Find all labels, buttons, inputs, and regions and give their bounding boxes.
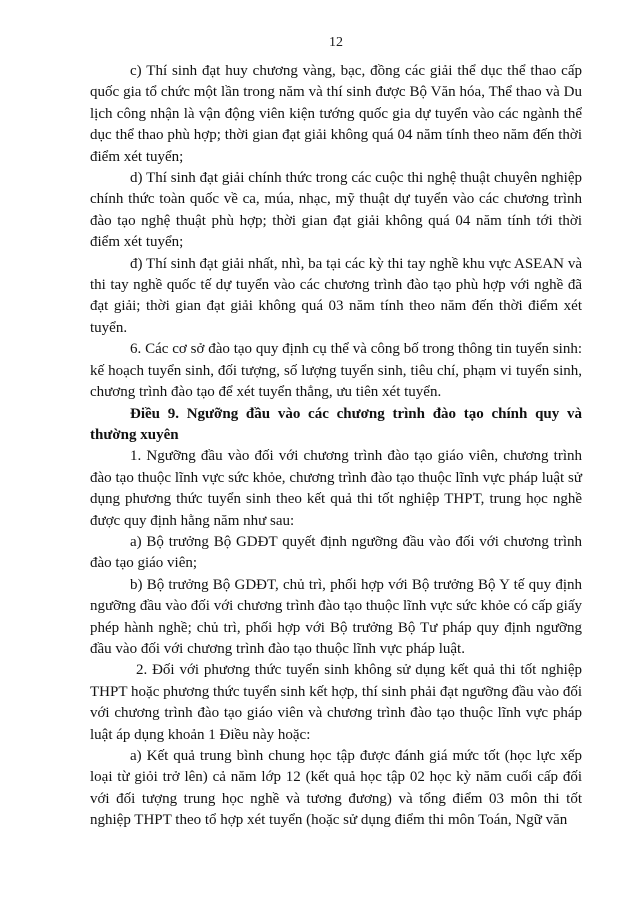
page-number: 12: [329, 35, 343, 50]
paragraph-clause-1-item-a: a) Bộ trưởng Bộ GDĐT quyết định ngưỡng đầu vào đối với chương trình đào tạo giáo viên;: [90, 533, 582, 572]
paragraph-clause-1: 1. Ngưỡng đầu vào đối với chương trình đào tạo giáo viên, chương trình đào tạo thuộc lĩnh vực sức khỏe, chương trình đào tạo thuộc lĩnh vực pháp luật sử dụng phương thức tuyển sinh theo kết quả thi tốt nghiệp THPT, trung học nghề được quy định hằng năm như sau:: [90, 448, 582, 529]
document-body: [90, 61, 582, 832]
paragraph-item-c: c) Thí sinh đạt huy chương vàng, bạc, đồng các giải thể dục thể thao cấp quốc gia tổ chức một lần trong năm và thí sinh được Bộ Văn hóa, Thể thao và Du lịch công nhận là vận động viên kiện tướng quốc gia dự tuyển vào các ngành thể dục thể thao phù hợp; thời gian đạt giải không quá 04 năm tính theo năm đến thời điểm xét tuyển;: [90, 63, 582, 165]
article-9-heading: Điều 9. Ngưỡng đầu vào các chương trình đào tạo chính quy và thường xuyên: [90, 405, 582, 443]
paragraph-clause-2: 2. Đối với phương thức tuyển sinh không sử dụng kết quả thi tốt nghiệp THPT hoặc phương thức tuyển sinh kết hợp, thí sinh phải đạt ngưỡng đầu vào đối với chương trình đào tạo giáo viên và chương trình đào tạo thuộc lĩnh vực pháp luật áp dụng khoản 1 Điều này hoặc:: [90, 662, 582, 743]
page-header: [90, 34, 582, 52]
paragraph-item-dd: đ) Thí sinh đạt giải nhất, nhì, ba tại các kỳ thi tay nghề khu vực ASEAN và thi tay nghề quốc tế dự tuyển vào các chương trình đào tạo phù hợp với nghề đã đạt giải; thời gian đạt giải không quá 03 năm tính theo năm đến thời điểm xét tuyển.: [90, 255, 582, 336]
paragraph-clause-2-item-a: a) Kết quả trung bình chung học tập được đánh giá mức tốt (học lực xếp loại từ giỏi trở lên) cả năm lớp 12 (kết quả học tập 02 học kỳ năm cuối cấp đối với đối tượng trung học nghề và tương đương) và tổng điểm 03 môn thi tốt nghiệp THPT theo tổ hợp xét tuyển (hoặc sử dụng điểm thi môn Toán, Ngữ văn: [90, 748, 582, 829]
paragraph-item-d: d) Thí sinh đạt giải chính thức trong các cuộc thi nghệ thuật chuyên nghiệp chính thức toàn quốc về ca, múa, nhạc, mỹ thuật dự tuyển vào các chương trình đào tạo nghệ thuật phù hợp; thời gian đạt giải không quá 04 năm tính tới thời điểm xét tuyển;: [90, 170, 582, 251]
paragraph-clause-6: 6. Các cơ sở đào tạo quy định cụ thể và công bố trong thông tin tuyển sinh: kế hoạch tuyển sinh, đối tượng, số lượng tuyển sinh, tiêu chí, phạm vi tuyển sinh, chương trình đào tạo để xét tuyển thẳng, ưu tiên xét tuyển.: [90, 341, 582, 401]
paragraph-clause-1-item-b: b) Bộ trưởng Bộ GDĐT, chủ trì, phối hợp với Bộ trưởng Bộ Y tế quy định ngưỡng đầu vào đối với chương trình đào tạo thuộc lĩnh vực sức khỏe có cấp giấy phép hành nghề; chủ trì, phối hợp với Bộ trưởng Bộ Tư pháp quy định ngưỡng đầu vào đối với chương trình đào tạo thuộc lĩnh vực pháp luật.: [90, 576, 582, 657]
